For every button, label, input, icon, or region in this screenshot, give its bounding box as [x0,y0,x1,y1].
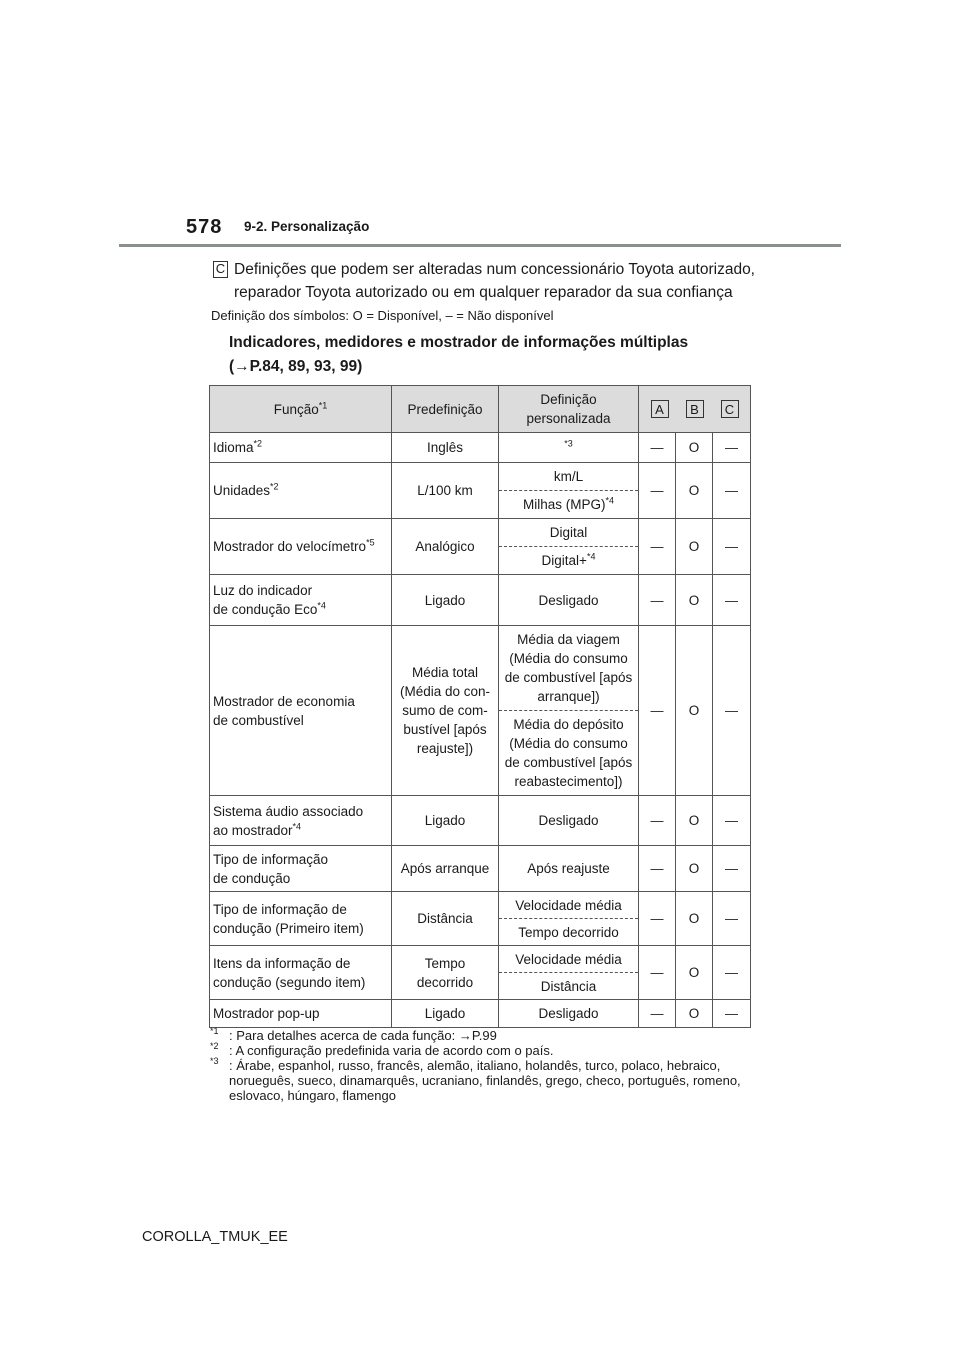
mark-c: — [713,433,751,463]
mark-b: O [676,796,713,846]
footnote: *3 : Árabe, espanhol, russo, francês, alemão, italiano, holandês, turco, polaco, hebraico, norueguês, sueco, dinamarquês, ucraniano, finlandês, grego, checo, português, romeno, eslovaco, húngaro, flamengo [210,1056,741,1103]
section-title: 9-2. Personalização [244,219,370,234]
custom-cell: Desligado [499,575,639,626]
mark-a: — [639,946,676,1000]
mark-b: O [676,946,713,1000]
footer-code: COROLLA_TMUK_EE [142,1229,288,1245]
mark-a: — [639,892,676,946]
custom-cell: Digital+$^{*4}$ [499,547,639,575]
footnotes [210,1028,770,1103]
custom-cell: Média da viagem (Média do consumo de combustível [após arranque]) [499,626,639,711]
custom-cell: Digital [499,519,639,547]
custom-cell: Desligado [499,796,639,846]
custom-cell: Desligado [499,1000,639,1028]
intro-line-1: Definições que podem ser alteradas num concessionário Toyota autorizado, [234,261,755,278]
mark-a: — [639,626,676,796]
custom-cell: Média do depósito (Média do consumo de combustível [após reabastecimento]) [499,711,639,796]
customization-table [209,385,751,1028]
mark-a: — [639,519,676,575]
mark-b: O [676,519,713,575]
mark-c: — [713,1000,751,1028]
mark-c: — [713,626,751,796]
mark-a: — [639,1000,676,1028]
mark-a: — [639,796,676,846]
mark-b: O [676,846,713,892]
function-cell: Sistema áudio associado ao mostrador$^{*4}$ [210,796,392,846]
function-cell: Luz do indicador de condução Eco$^{*4}$ [210,575,392,626]
table-row [210,519,751,547]
custom-cell: Distância [499,973,639,1000]
mark-c: — [713,796,751,846]
mark-b: O [676,1000,713,1028]
footnote: *1 : Para detalhes acerca de cada função: →P.99 [210,1026,497,1043]
function-cell: Tipo de informação de condução [210,846,392,892]
default-cell: Ligado [392,796,499,846]
table-header-row [210,386,751,433]
table-row [210,946,751,973]
default-cell: Média total (Média do con- sumo de com- bustível [após reajuste]) [392,626,499,796]
default-cell: Após arranque [392,846,499,892]
custom-cell: Tempo decorrido [499,919,639,946]
default-cell: Tempo decorrido [392,946,499,1000]
header-custom: Definição personalizada [499,386,639,433]
custom-cell: Milhas (MPG)$^{*4}$ [499,491,639,519]
mark-c: — [713,892,751,946]
table-row [210,433,751,463]
mark-c: — [713,846,751,892]
custom-cell: Após reajuste [499,846,639,892]
mark-b: O [676,892,713,946]
table-row [210,626,751,711]
table-row [210,892,751,919]
header-default: Predefinição [392,386,499,433]
mark-b: O [676,463,713,519]
box-letter-c-header: C [721,400,739,418]
table-row [210,846,751,892]
mark-a: — [639,575,676,626]
mark-a: — [639,463,676,519]
symbols-note: Definição dos símbolos: O = Disponível, – = Não disponível [211,308,554,323]
mark-c: — [713,463,751,519]
mark-b: O [676,626,713,796]
table-row [210,463,751,491]
mark-c: — [713,575,751,626]
mark-b: O [676,575,713,626]
default-cell: Distância [392,892,499,946]
default-cell: Analógico [392,519,499,575]
header-rule [119,244,841,247]
function-cell: Tipo de informação de condução (Primeiro item) [210,892,392,946]
mark-c: — [713,946,751,1000]
default-cell: Ligado [392,1000,499,1028]
mark-a: — [639,846,676,892]
custom-cell: Velocidade média [499,892,639,919]
custom-cell: Velocidade média [499,946,639,973]
function-cell: Itens da informação de condução (segundo item) [210,946,392,1000]
box-letter-b: B [686,400,704,418]
mark-a: — [639,433,676,463]
default-cell: Inglês [392,433,499,463]
footnote: *2 : A configuração predefinida varia de acordo com o país. [210,1041,554,1058]
header-abc [639,386,751,433]
table-row [210,796,751,846]
function-cell: Mostrador de economia de combustível [210,626,392,796]
default-cell: L/100 km [392,463,499,519]
default-cell: Ligado [392,575,499,626]
subheading-line-2: (→P.84, 89, 93, 99) [229,358,363,375]
page-number: 578 [186,216,223,238]
table-row [210,575,751,626]
box-letter-c: C [213,261,228,278]
table-row [210,1000,751,1028]
mark-c: — [713,519,751,575]
custom-cell: km/L [499,463,639,491]
function-cell: Mostrador pop-up [210,1000,392,1028]
mark-b: O [676,433,713,463]
function-cell: Idioma$^{*2}$ [210,433,392,463]
header-function: Função$^{*1}$ [210,386,392,433]
custom-cell: *3 [499,433,639,463]
function-cell: Mostrador do velocímetro$^{*5}$ [210,519,392,575]
subheading-line-1: Indicadores, medidores e mostrador de informações múltiplas [229,334,689,351]
box-letter-a: A [651,400,669,418]
function-cell: Unidades$^{*2}$ [210,463,392,519]
intro-line-2: reparador Toyota autorizado ou em qualquer reparador da sua confiança [234,284,733,301]
